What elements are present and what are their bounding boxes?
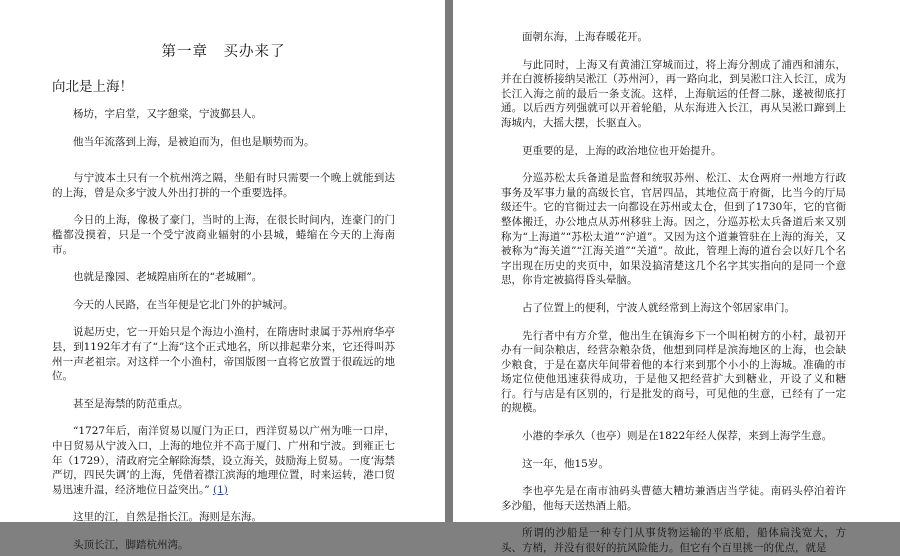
paragraph: 杨坊，字启堂，又字憩棠，宁波鄞县人。: [73, 108, 262, 120]
paragraph: 甚至是海禁的防范重点。: [73, 397, 189, 410]
paragraph: 李也亭先是在南市油码头曹德大糟坊兼酒店当学徒。南码头停泊着许多沙船，他每天送热酒上船。: [501, 485, 846, 512]
quote-text: “1727年后，南洋贸易以厦门为正口，西洋贸易以广州为唯一口岸，中日贸易从宁波入口，上海的地位并不高于厦门、广州和宁波。到雍正七年（1729），清政府完全解除海禁，设立海关，鼓励海上贸易。一度‘海禁严切，四民失调’的上海，凭借着襟江滨海的地理位置，时来运转，港口贸易迅速升温，经济地位日益突出。”: [52, 425, 395, 496]
paragraph: 与此同时，上海又有黄浦江穿城而过，将上海分割成了浦西和浦东，并在白渡桥接纳吴淞江（苏州河），再一路向北，到吴淞口注入长江，成为长江入海之前的最后一条支流。这样，上海航运的任督二脉，遂被彻底打通。以后西方列强就可以开着轮船，从东海进入长江，再从吴淞口蹿到上海城内，大摇大摆，长驱直入。: [501, 58, 846, 129]
paragraph: 占了位置上的便利，宁波人就经常到上海这个邻居家串门。: [522, 301, 795, 314]
paragraph: 与宁波本土只有一个杭州湾之隔，坐船有时只需要一个晚上就能到达的上海，曾是众多宁波人外出打拼的一个重要选择。: [52, 172, 395, 199]
chapter-title: 第一章 买办来了: [161, 44, 286, 60]
paragraph: 面朝东海，上海春暖花开。: [522, 31, 648, 43]
paragraph: 这里的江，自然是指长江。海则是东海。: [73, 511, 262, 524]
document-page-right: [453, 0, 900, 555]
paragraph: 更重要的是，上海的政治地位也开始提升。: [522, 144, 722, 157]
paragraph: 小港的李承久（也亭）则是在1822年经人保荐，来到上海学生意。: [522, 430, 833, 443]
paragraph: 分巡苏松太兵备道是监督和统驭苏州、松江、太仓两府一州地方行政事务及军事力量的高级长官，官居四品，其地位高于府衙，比当今的厅局级还牛。它的官衙过去一向都设在苏州或太仓，但到了1730年，它的官衙整体搬迁，办公地点从苏州移驻上海。因之，分巡苏松太兵备道后来又别称为“上海道”“苏松太道”“沪道”。又因为这个道兼管驻在上海的海关，又被称为“海关道”“江海关道”“关道”。故此，管理上海的道台会以好几个名字出现在历史的夹页中，如果没搞清楚这几个名字其实指向的是同一个意思，你肯定被搞得昏头晕脑。: [501, 172, 846, 287]
paragraph: 今天的人民路，在当年便是它北门外的护城河。: [73, 298, 294, 311]
paragraph: 说起历史，它一开始只是个海边小渔村，在隋唐时隶属于苏州府华亭县，到1192年才有了“上海”这个正式地名，所以排起辈分来，它还得叫苏州一声老祖宗。对这样一个小渔村，帝国版图一直将它放置于很疏远的地位。: [52, 326, 395, 383]
quote-paragraph: [52, 424, 395, 497]
paragraph: 也就是豫园、老城隍庙所在的“老城厢”。: [73, 271, 263, 284]
paragraph: 他当年流落到上海，是被迫而为，但也是顺势而为。: [73, 135, 315, 148]
paragraph: 先行者中有方介堂，他出生在镇海乡下一个叫桕树方的小村，最初开办有一间杂粮店，经营杂粮杂货，他想到同样是滨海地区的上海，也会缺少粮食，于是在嘉庆年间带着他的本行来到那个小小的上海城。准确的市场定位使他迅速获得成功，于是他又把经营扩大到糖业，开设了义和糖行。行与店是有区别的，行是批发的商号，可见他的生意，已经有了一定的规模。: [501, 329, 846, 415]
paragraph: 这一年，他15岁。: [522, 457, 609, 470]
document-page-left: [0, 0, 445, 551]
paragraph: 头顶长江，脚踏杭州湾。: [73, 538, 189, 551]
page-gap: [445, 0, 453, 522]
section-title: 向北是上海！: [52, 79, 133, 95]
paragraph: 所谓的沙船是一种专门从事货物运输的平底船，船体扁浅宽大，方头、方梢，并没有很好的抗风险能力。但它有个百里挑一的优点，就是: [501, 527, 846, 555]
footnote-link[interactable]: (1): [212, 483, 228, 496]
paragraph: 今日的上海，像极了豪门，当时的上海，在很长时间内，连豪门的门槛都没摸着，只是一个受宁波商业辐射的小县城，蜷缩在今天的上海南市。: [52, 214, 395, 256]
